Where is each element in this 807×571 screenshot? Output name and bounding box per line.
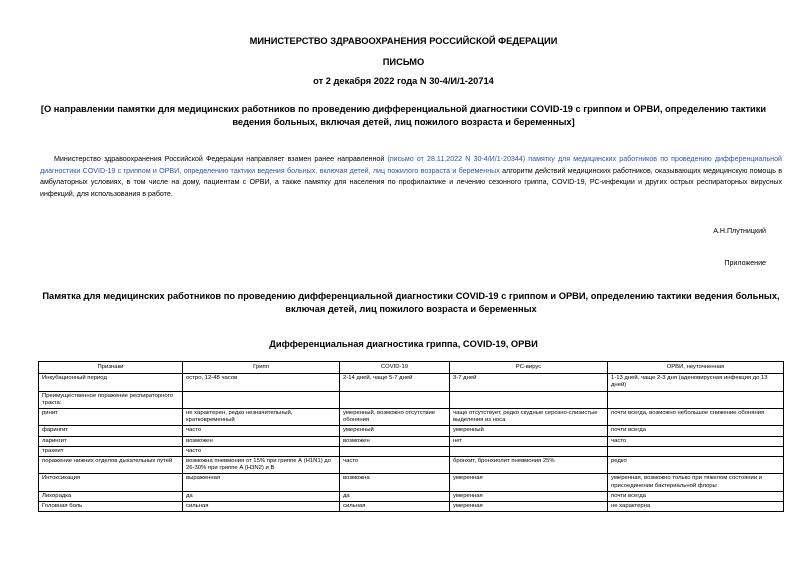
table-cell: почти всегда [608,426,784,436]
table-cell [340,391,450,408]
table-cell [340,446,450,456]
table-cell: возможна [340,474,450,491]
table-cell: возможен [183,436,340,446]
table-row [39,436,784,446]
table-cell: часто [183,446,340,456]
column-header: ОРВИ, неуточненная [608,362,784,374]
table-cell: умеренный, возможно отсутствие обоняния [340,409,450,426]
row-label-cell: Головная боль [39,502,183,512]
document-type: ПИСЬМО [382,57,425,67]
table-cell: умеренная [450,474,608,491]
table-cell: выраженная [183,474,340,491]
table-cell: остро, 12-48 часов [183,374,340,391]
table-row [39,374,784,391]
table-cell: редко [608,457,784,474]
appendix-label: Приложение [724,259,766,267]
row-label-cell: поражение нижних отделов дыхательных путей [39,457,183,474]
table-cell: умеренный [340,426,450,436]
table-row [39,391,784,408]
table-cell: 3-7 дней [450,374,608,391]
signature: А.Н.Плутницкий [713,227,766,235]
table-cell: да [183,491,340,501]
table-row [39,491,784,501]
row-label-cell: ларингит [39,436,183,446]
table-cell: часто [183,426,340,436]
table-cell: часто [608,436,784,446]
table-cell: не характерна [608,502,784,512]
column-header: COVID-19 [340,362,450,374]
column-header: Признаки [39,362,183,374]
table-cell: да [340,491,450,501]
table-cell: сильная [183,502,340,512]
table-cell: часто [340,457,450,474]
reference-link[interactable]: (письмо от 28.11.2022 N 30-4/И/1-20344) памятку для медицинских работников по проведению дифференциальной диагностики COVID-19 с гриппом и ОРВИ, определению тактики ведения больных, включая детей, лиц пожилого возраста и беременных [40,155,782,175]
memo-title: Памятка для медицинских работников по проведению дифференциальной диагностики COVID-19 с гриппом и ОРВИ, определению тактики ведения больных, включая детей, лиц пожилого возраста и беременных [42,291,780,314]
table-row [39,446,784,456]
table-title: Дифференциальная диагностика гриппа, COVID-19, ОРВИ [269,339,538,349]
table-row [39,502,784,512]
table-body [39,374,784,512]
document-date-number: от 2 декабря 2022 года N 30-4/И/1-20714 [313,76,494,86]
row-label-cell: трахеит [39,446,183,456]
ministry-heading: МИНИСТЕРСТВО ЗДРАВООХРАНЕНИЯ РОССИЙСКОЙ ФЕДЕРАЦИИ [249,36,558,46]
table-cell: почти всегда, возможно небольшое снижение обоняния [608,409,784,426]
body-text-start: Министерство здравоохранения Российской Федерации направляет взамен ранее направленной [54,155,388,163]
table-cell: возможна пневмония от 15% при гриппе А (H1N1) до 26-30% при гриппе А (H3N2) и В [183,457,340,474]
table-cell [450,391,608,408]
table-cell: нет [450,436,608,446]
row-label-cell: Преимущественное поражение респираторного тракта: [39,391,183,408]
table-cell: бронхит, бронхиолит пневмония 25% [450,457,608,474]
row-label-cell: ринит [39,409,183,426]
row-label-cell: Лихорадка [39,491,183,501]
table-cell [450,446,608,456]
table-row [39,474,784,491]
table-row [39,457,784,474]
table-cell: сильная [340,502,450,512]
table-cell [608,446,784,456]
column-header: РС-вирус [450,362,608,374]
row-label-cell: фарингит [39,426,183,436]
table-cell [183,391,340,408]
table-cell: 1-13 дней, чаще 2-3 дня (аденовирусная инфекция до 13 дней) [608,374,784,391]
table-cell: умеренный [450,426,608,436]
table-cell: не характерен, редко незначительный, кратковременный [183,409,340,426]
letter-body [40,154,782,200]
table-row [39,426,784,436]
row-label-cell: Инкубационный период [39,374,183,391]
table-cell: 2-14 дней, чаще 5-7 дней [340,374,450,391]
table-row [39,409,784,426]
table-cell: чаще отсутствует, редко скудные серозно-слизистые выделения из носа [450,409,608,426]
table-cell: умеренная, возможно только при тяжелом состоянии и присоединении бактериальной флоры [608,474,784,491]
table-cell: умеренная [450,502,608,512]
table-cell: почти всегда [608,491,784,501]
column-header: Грипп [183,362,340,374]
row-label-cell: Интоксикация [39,474,183,491]
table-cell: умеренная [450,491,608,501]
diagnostics-table [38,361,784,512]
table-header-row [39,362,784,374]
table-cell [608,391,784,408]
body-text-end: алгоритм действий медицинских работников, оказывающих медицинскую помощь в амбулаторных условиях, в том числе на дому, пациентам с ОРВИ, а также памятку для населения по профилактике и лечению сезонного гриппа, COVID-19, PC-инфекции и других острых респираторных вирусных инфекций, для использования в работе. [40,166,782,198]
document-subject: [О направлении памятки для медицинских работников по проведению дифференциальной диагностики COVID-19 с гриппом и ОРВИ, определению тактики ведения больных, включая детей, лиц пожилого возраста и беременных] [40,104,767,127]
table-cell: возможен [340,436,450,446]
